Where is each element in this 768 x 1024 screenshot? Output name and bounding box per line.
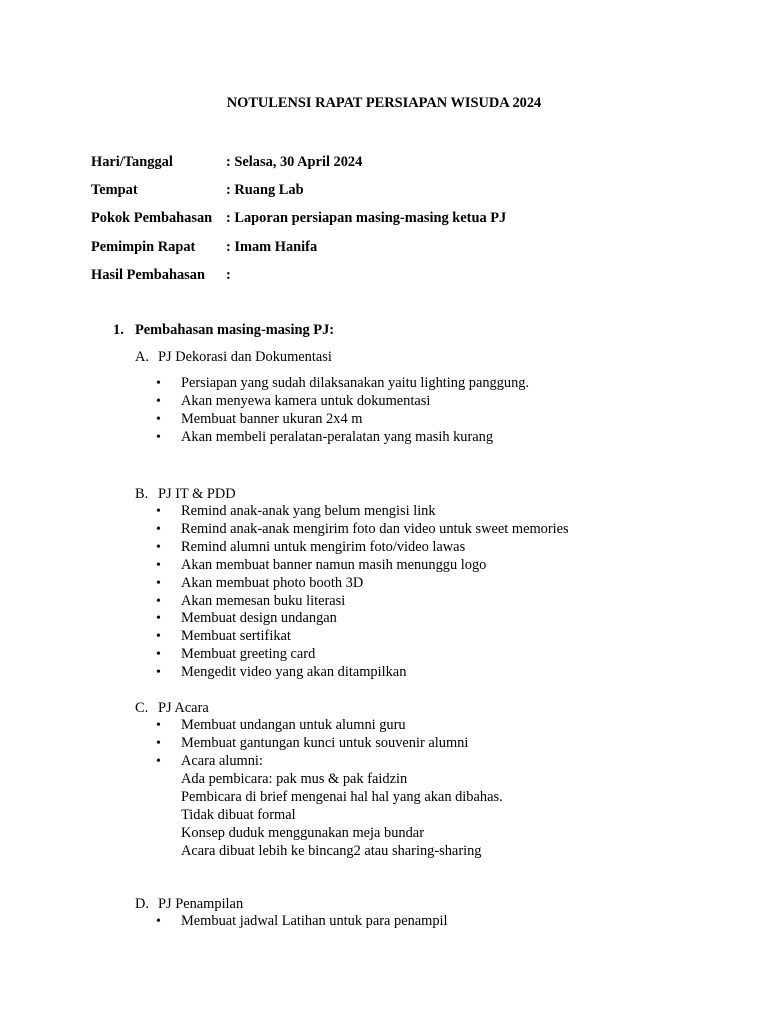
bullet-icon: • — [156, 504, 161, 519]
group-title: PJ Acara — [158, 700, 209, 716]
group-letter: B. — [135, 486, 149, 502]
section-heading — [113, 321, 334, 339]
list-item: • Remind anak-anak yang belum mengisi link — [156, 503, 436, 519]
bullet-icon: • — [156, 557, 161, 573]
list-item: • Membuat undangan untuk alumni guru — [156, 717, 406, 733]
group-letter: A. — [135, 349, 149, 365]
meta-label: Pemimpin Rapat — [91, 239, 196, 255]
group-heading-a — [135, 348, 332, 366]
list-item: • Remind anak-anak mengirim foto dan video untuk sweet memories — [156, 520, 569, 537]
list-item: • Akan membuat photo booth 3D — [156, 574, 364, 591]
bullet-icon: • — [156, 539, 161, 555]
group-letter: D. — [135, 896, 149, 912]
meta-value: : Ruang Lab — [226, 182, 304, 198]
list-item: • Remind alumni untuk mengirim foto/video lawas — [156, 538, 466, 555]
group-heading-b — [135, 485, 236, 503]
meta-label: Pokok Pembahasan — [91, 210, 213, 226]
group-title: PJ Dekorasi dan Dokumentasi — [158, 349, 332, 365]
group-title: PJ Penampilan — [158, 896, 244, 912]
group-a-list — [0, 375, 529, 447]
list-item: • Akan menyewa kamera untuk dokumentasi — [156, 392, 431, 409]
bullet-icon: • — [156, 521, 161, 537]
list-item: • Akan memesan buku literasi — [156, 592, 346, 609]
bullet-icon: • — [156, 411, 161, 427]
list-item: • Membuat jadwal Latihan untuk para penampil — [156, 913, 448, 929]
list-item: • Membuat gantungan kunci untuk souvenir alumni — [156, 734, 469, 751]
group-c-list — [0, 717, 468, 771]
list-item: • Membuat design undangan — [156, 610, 337, 627]
bullet-icon: • — [156, 735, 161, 751]
meta-value: : — [226, 267, 231, 283]
list-item: • Mengedit video yang akan ditampilkan — [156, 664, 407, 681]
list-item: • Membuat greeting card — [156, 646, 316, 663]
list-item: • Membuat banner ukuran 2x4 m — [156, 410, 363, 427]
bullet-icon: • — [156, 647, 161, 663]
list-item: • Membuat sertifikat — [156, 628, 291, 645]
bullet-icon: • — [156, 611, 161, 627]
group-heading-c — [135, 699, 209, 717]
meta-label: Hari/Tanggal — [91, 154, 173, 170]
detail-line: Ada pembicara: pak mus & pak faidzin — [181, 771, 408, 787]
detail-line: Pembicara di brief mengenai hal hal yang akan dibahas. — [181, 789, 503, 805]
bullet-icon: • — [156, 393, 161, 409]
group-b-list — [0, 503, 569, 682]
document-title: NOTULENSI RAPAT PERSIAPAN WISUDA 2024 — [226, 95, 542, 111]
group-heading-d — [135, 895, 243, 913]
section-title: Pembahasan masing-masing PJ: — [135, 322, 335, 338]
meta-value: : Laporan persiapan masing-masing ketua PJ — [226, 210, 507, 226]
bullet-icon: • — [156, 575, 161, 591]
bullet-icon: • — [156, 665, 161, 681]
list-item: • Akan membuat banner namun masih menunggu logo — [156, 556, 487, 573]
group-letter: C. — [135, 700, 149, 716]
bullet-icon: • — [156, 629, 161, 645]
meta-label: Tempat — [91, 182, 138, 198]
meta-label: Hasil Pembahasan — [91, 267, 205, 283]
list-item: • Acara alumni: — [156, 752, 263, 769]
group-d-list — [0, 913, 448, 931]
meta-value: : Imam Hanifa — [226, 239, 318, 255]
section-number: 1. — [113, 322, 124, 338]
bullet-icon: • — [156, 914, 161, 929]
bullet-icon: • — [156, 753, 161, 769]
group-title: PJ IT & PDD — [158, 486, 236, 502]
detail-line: Acara dibuat lebih ke bincang2 atau sharing-sharing — [181, 843, 482, 859]
bullet-icon: • — [156, 593, 161, 609]
detail-line: Konsep duduk menggunakan meja bundar — [181, 825, 424, 841]
detail-line: Tidak dibuat formal — [181, 807, 296, 823]
list-item: • Akan membeli peralatan-peralatan yang masih kurang — [156, 428, 494, 445]
meta-value: : Selasa, 30 April 2024 — [226, 154, 363, 170]
bullet-icon: • — [156, 376, 161, 391]
acara-alumni-details — [0, 770, 503, 860]
list-item: • Persiapan yang sudah dilaksanakan yaitu lighting panggung. — [156, 375, 530, 391]
bullet-icon: • — [156, 718, 161, 733]
bullet-icon: • — [156, 429, 161, 445]
